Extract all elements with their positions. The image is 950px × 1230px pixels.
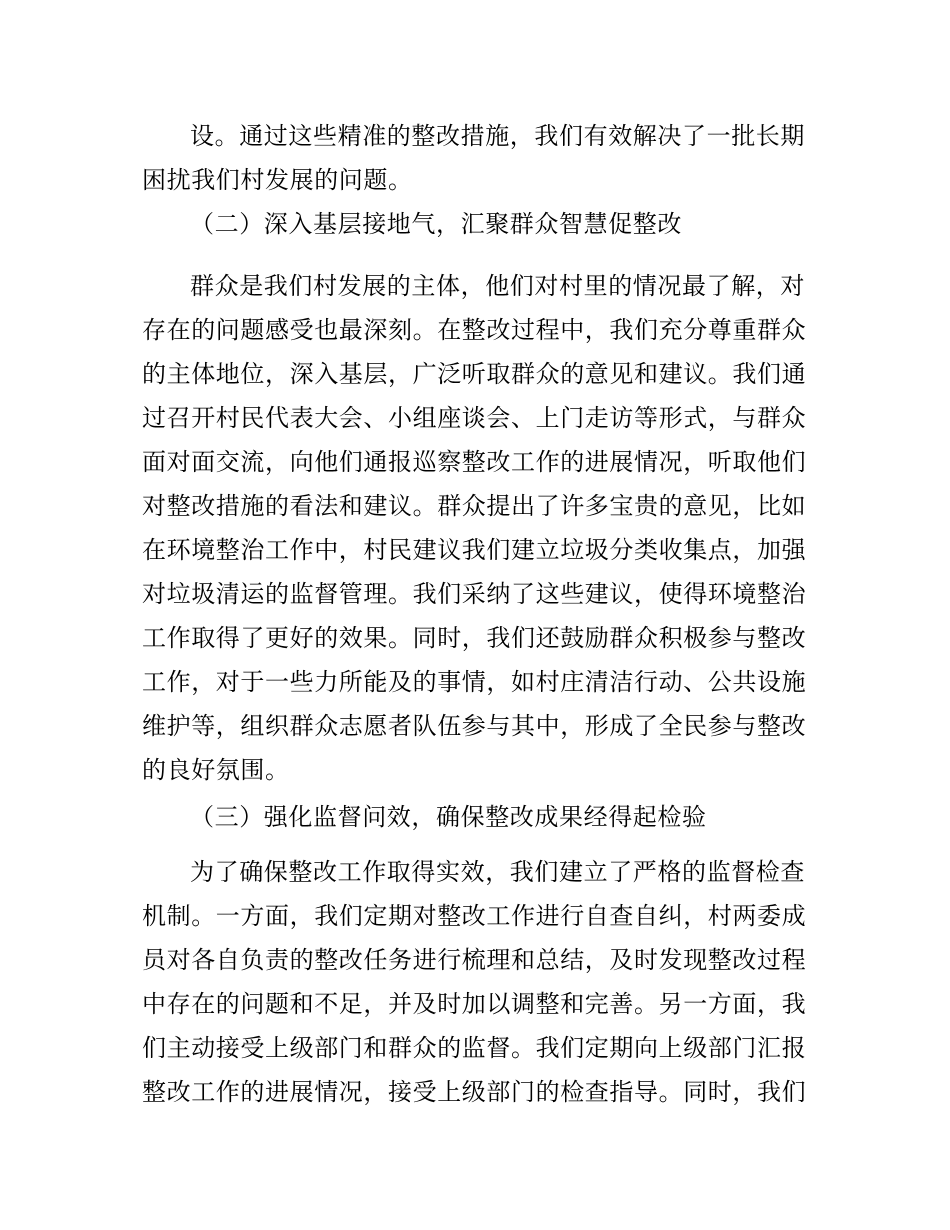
paragraph-1-line-1: 设。通过这些精准的整改措施，我们有效解决了一批长期 <box>190 122 805 150</box>
paragraph-1-line-2: 困扰我们村发展的问题。 <box>142 166 413 194</box>
paragraph-3-line-5: 们主动接受上级部门和群众的监督。我们定期向上级部门汇报 <box>142 1034 807 1062</box>
paragraph-2-line-10: 工作，对于一些力所能及的事情，如村庄清洁行动、公共设施 <box>142 668 807 696</box>
paragraph-2-line-7: 在环境整治工作中，村民建议我们建立垃圾分类收集点，加强 <box>142 536 807 564</box>
paragraph-2-line-1: 群众是我们村发展的主体，他们对村里的情况最了解，对 <box>190 272 805 300</box>
paragraph-2-line-11: 维护等，组织群众志愿者队伍参与其中，形成了全民参与整改 <box>142 712 807 740</box>
paragraph-2-line-5: 面对面交流，向他们通报巡察整改工作的进展情况，听取他们 <box>142 448 807 476</box>
paragraph-2-line-9: 工作取得了更好的效果。同时，我们还鼓励群众积极参与整改 <box>142 624 807 652</box>
paragraph-2-line-12: 的良好氛围。 <box>142 756 290 784</box>
paragraph-3-line-6: 整改工作的进展情况，接受上级部门的检查指导。同时，我们 <box>142 1078 807 1106</box>
paragraph-2-line-8: 对垃圾清运的监督管理。我们采纳了这些建议，使得环境整治 <box>142 580 807 608</box>
paragraph-2-line-2: 存在的问题感受也最深刻。在整改过程中，我们充分尊重群众 <box>142 316 807 344</box>
paragraph-2-line-3: 的主体地位，深入基层，广泛听取群众的意见和建议。我们通 <box>142 360 807 388</box>
paragraph-3-line-3: 员对各自负责的整改任务进行梳理和总结，及时发现整改过程 <box>142 946 807 974</box>
paragraph-3-line-1: 为了确保整改工作取得实效，我们建立了严格的监督检查 <box>190 858 805 886</box>
paragraph-3-line-4: 中存在的问题和不足，并及时加以调整和完善。另一方面，我 <box>142 990 807 1018</box>
paragraph-2-line-4: 过召开村民代表大会、小组座谈会、上门走访等形式，与群众 <box>142 404 807 432</box>
section-heading-2: （二）深入基层接地气，汇聚群众智慧促整改 <box>190 210 682 238</box>
section-heading-3: （三）强化监督问效，确保整改成果经得起检验 <box>190 803 707 831</box>
paragraph-2-line-6: 对整改措施的看法和建议。群众提出了许多宝贵的意见，比如 <box>142 492 807 520</box>
paragraph-3-line-2: 机制。一方面，我们定期对整改工作进行自查自纠，村两委成 <box>142 902 807 930</box>
